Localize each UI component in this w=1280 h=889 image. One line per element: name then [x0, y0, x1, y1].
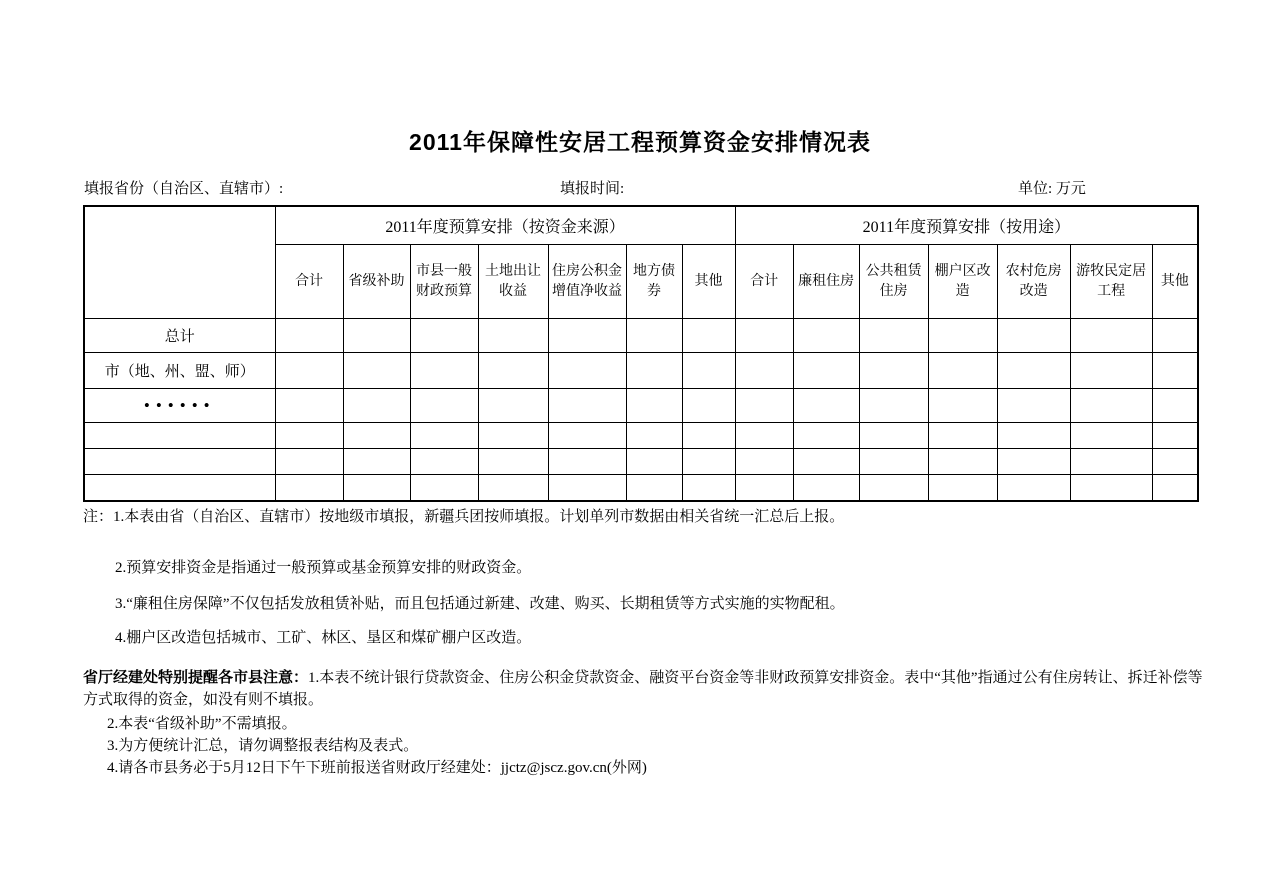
- empty-data-cell: [410, 423, 478, 449]
- col-header-low-rent-housing: 廉租住房: [793, 245, 859, 319]
- empty-data-cell: [859, 389, 928, 423]
- empty-data-cell: [735, 389, 793, 423]
- empty-data-cell: [343, 449, 410, 475]
- group-header-row: [84, 206, 1198, 245]
- row-label-total: 总计: [84, 319, 275, 353]
- empty-data-cell: [928, 475, 997, 501]
- empty-data-cell: [682, 319, 735, 353]
- row-label-ellipsis: ••••••: [84, 389, 275, 423]
- empty-data-cell: [1152, 389, 1198, 423]
- table-row-blank: [84, 423, 1198, 449]
- empty-data-cell: [410, 389, 478, 423]
- empty-data-cell: [478, 319, 548, 353]
- empty-data-cell: [1152, 319, 1198, 353]
- empty-data-cell: [548, 475, 626, 501]
- empty-data-cell: [997, 319, 1070, 353]
- empty-data-cell: [793, 319, 859, 353]
- empty-data-cell: [735, 475, 793, 501]
- province-label: 填报省份（自治区、直辖市）:: [84, 181, 284, 197]
- empty-data-cell: [997, 353, 1070, 389]
- empty-data-cell: [626, 449, 682, 475]
- group-header-by-source: 2011年度预算安排（按资金来源）: [275, 206, 735, 245]
- empty-data-cell: [1070, 319, 1152, 353]
- empty-data-cell: [626, 319, 682, 353]
- empty-data-cell: [793, 475, 859, 501]
- empty-data-cell: [1070, 475, 1152, 501]
- col-header-public-rental-housing: 公共租赁住房: [859, 245, 928, 319]
- empty-data-cell: [682, 389, 735, 423]
- table-row-ellipsis: [84, 389, 1198, 423]
- row-label-city: 市（地、州、盟、师）: [84, 353, 275, 389]
- empty-data-cell: [1152, 475, 1198, 501]
- empty-data-cell: [997, 423, 1070, 449]
- empty-data-cell: [997, 475, 1070, 501]
- empty-data-cell: [343, 353, 410, 389]
- empty-data-cell: [859, 449, 928, 475]
- empty-data-cell: [478, 475, 548, 501]
- table-row-blank: [84, 475, 1198, 501]
- empty-data-cell: [548, 389, 626, 423]
- empty-data-cell: [682, 423, 735, 449]
- col-header-local-bonds: 地方债券: [626, 245, 682, 319]
- empty-data-cell: [1070, 389, 1152, 423]
- empty-data-cell: [478, 449, 548, 475]
- empty-data-cell: [682, 449, 735, 475]
- notes-section: [83, 506, 1205, 779]
- page-title: 2011年保障性安居工程预算资金安排情况表: [409, 129, 871, 155]
- empty-data-cell: [928, 423, 997, 449]
- empty-data-cell: [1070, 423, 1152, 449]
- col-header-source-total: 合计: [275, 245, 343, 319]
- empty-data-cell: [997, 449, 1070, 475]
- empty-data-cell: [928, 389, 997, 423]
- table-row-blank: [84, 449, 1198, 475]
- col-header-nomad-settlement: 游牧民定居工程: [1070, 245, 1152, 319]
- empty-data-cell: [682, 353, 735, 389]
- empty-data-cell: [548, 449, 626, 475]
- special-reminder-item-2: 2.本表“省级补助”不需填报。: [107, 716, 297, 732]
- table-row-city: [84, 353, 1198, 389]
- note-2: 2.预算安排资金是指通过一般预算或基金预算安排的财政资金。: [115, 560, 532, 576]
- col-header-land-transfer-income: 土地出让收益: [478, 245, 548, 319]
- empty-data-cell: [735, 353, 793, 389]
- col-header-city-county-budget: 市县一般财政预算: [410, 245, 478, 319]
- empty-data-cell: [1152, 449, 1198, 475]
- empty-data-cell: [548, 319, 626, 353]
- unit-label: 单位: 万元: [1018, 181, 1086, 197]
- budget-table: [83, 205, 1199, 502]
- empty-data-cell: [478, 389, 548, 423]
- empty-data-cell: [626, 353, 682, 389]
- empty-data-cell: [548, 353, 626, 389]
- row-label-blank: [84, 475, 275, 501]
- col-header-use-other: 其他: [1152, 245, 1198, 319]
- empty-data-cell: [275, 475, 343, 501]
- empty-data-cell: [859, 423, 928, 449]
- empty-data-cell: [548, 423, 626, 449]
- special-reminder-item-3: 3.为方便统计汇总，请勿调整报表结构及表式。: [107, 738, 419, 754]
- empty-data-cell: [859, 475, 928, 501]
- col-header-housing-fund-income: 住房公积金增值净收益: [548, 245, 626, 319]
- report-date-label: 填报时间:: [560, 181, 625, 197]
- col-header-use-total: 合计: [735, 245, 793, 319]
- empty-data-cell: [275, 423, 343, 449]
- empty-data-cell: [735, 449, 793, 475]
- empty-data-cell: [410, 475, 478, 501]
- empty-data-cell: [626, 423, 682, 449]
- empty-data-cell: [410, 319, 478, 353]
- note-4: 4.棚户区改造包括城市、工矿、林区、垦区和煤矿棚户区改造。: [115, 630, 532, 646]
- empty-data-cell: [626, 475, 682, 501]
- empty-data-cell: [1070, 353, 1152, 389]
- empty-data-cell: [275, 449, 343, 475]
- group-header-by-use: 2011年度预算安排（按用途）: [735, 206, 1198, 245]
- empty-data-cell: [275, 319, 343, 353]
- empty-data-cell: [793, 449, 859, 475]
- note-3: 3.“廉租住房保障”不仅包括发放租赁补贴，而且包括通过新建、改建、购买、长期租赁等方式实施的实物配租。: [115, 596, 845, 612]
- table-row-total: [84, 319, 1198, 353]
- special-reminder-item-1: 1.本表不统计银行贷款资金、住房公积金贷款资金、融资平台资金等非财政预算安排资金。表中“其他”指通过公有住房转让、拆迁补偿等方式取得的资金，如没有则不填报。: [83, 670, 1203, 708]
- empty-data-cell: [793, 423, 859, 449]
- empty-data-cell: [928, 319, 997, 353]
- empty-data-cell: [478, 423, 548, 449]
- meta-row: [0, 177, 1280, 201]
- empty-data-cell: [997, 389, 1070, 423]
- empty-data-cell: [343, 319, 410, 353]
- empty-data-cell: [343, 389, 410, 423]
- corner-cell: [84, 206, 275, 319]
- empty-data-cell: [1070, 449, 1152, 475]
- empty-data-cell: [410, 353, 478, 389]
- empty-data-cell: [928, 449, 997, 475]
- empty-data-cell: [859, 353, 928, 389]
- special-reminder-intro: 省厅经建处特别提醒各市县注意：: [83, 670, 309, 686]
- empty-data-cell: [1152, 423, 1198, 449]
- empty-data-cell: [1152, 353, 1198, 389]
- empty-data-cell: [928, 353, 997, 389]
- col-header-rural-dilapidated-housing: 农村危房改造: [997, 245, 1070, 319]
- note-1: 注：1.本表由省（自治区、直辖市）按地级市填报，新疆兵团按师填报。计划单列市数据由相关省统一汇总后上报。: [83, 509, 845, 525]
- col-header-provincial-subsidy: 省级补助: [343, 245, 410, 319]
- special-reminder-paragraph: [83, 667, 1205, 711]
- empty-data-cell: [343, 423, 410, 449]
- empty-data-cell: [793, 389, 859, 423]
- row-label-blank: [84, 449, 275, 475]
- special-reminder-item-4: 4.请各市县务必于5月12日下午下班前报送省财政厅经建处：jjctz@jscz.gov.cn(外网): [107, 760, 647, 776]
- row-label-blank: [84, 423, 275, 449]
- col-header-shantytown-renovation: 棚户区改造: [928, 245, 997, 319]
- empty-data-cell: [859, 319, 928, 353]
- empty-data-cell: [626, 389, 682, 423]
- empty-data-cell: [682, 475, 735, 501]
- empty-data-cell: [275, 389, 343, 423]
- col-header-source-other: 其他: [682, 245, 735, 319]
- empty-data-cell: [793, 353, 859, 389]
- empty-data-cell: [410, 449, 478, 475]
- empty-data-cell: [275, 353, 343, 389]
- empty-data-cell: [478, 353, 548, 389]
- empty-data-cell: [343, 475, 410, 501]
- empty-data-cell: [735, 319, 793, 353]
- empty-data-cell: [735, 423, 793, 449]
